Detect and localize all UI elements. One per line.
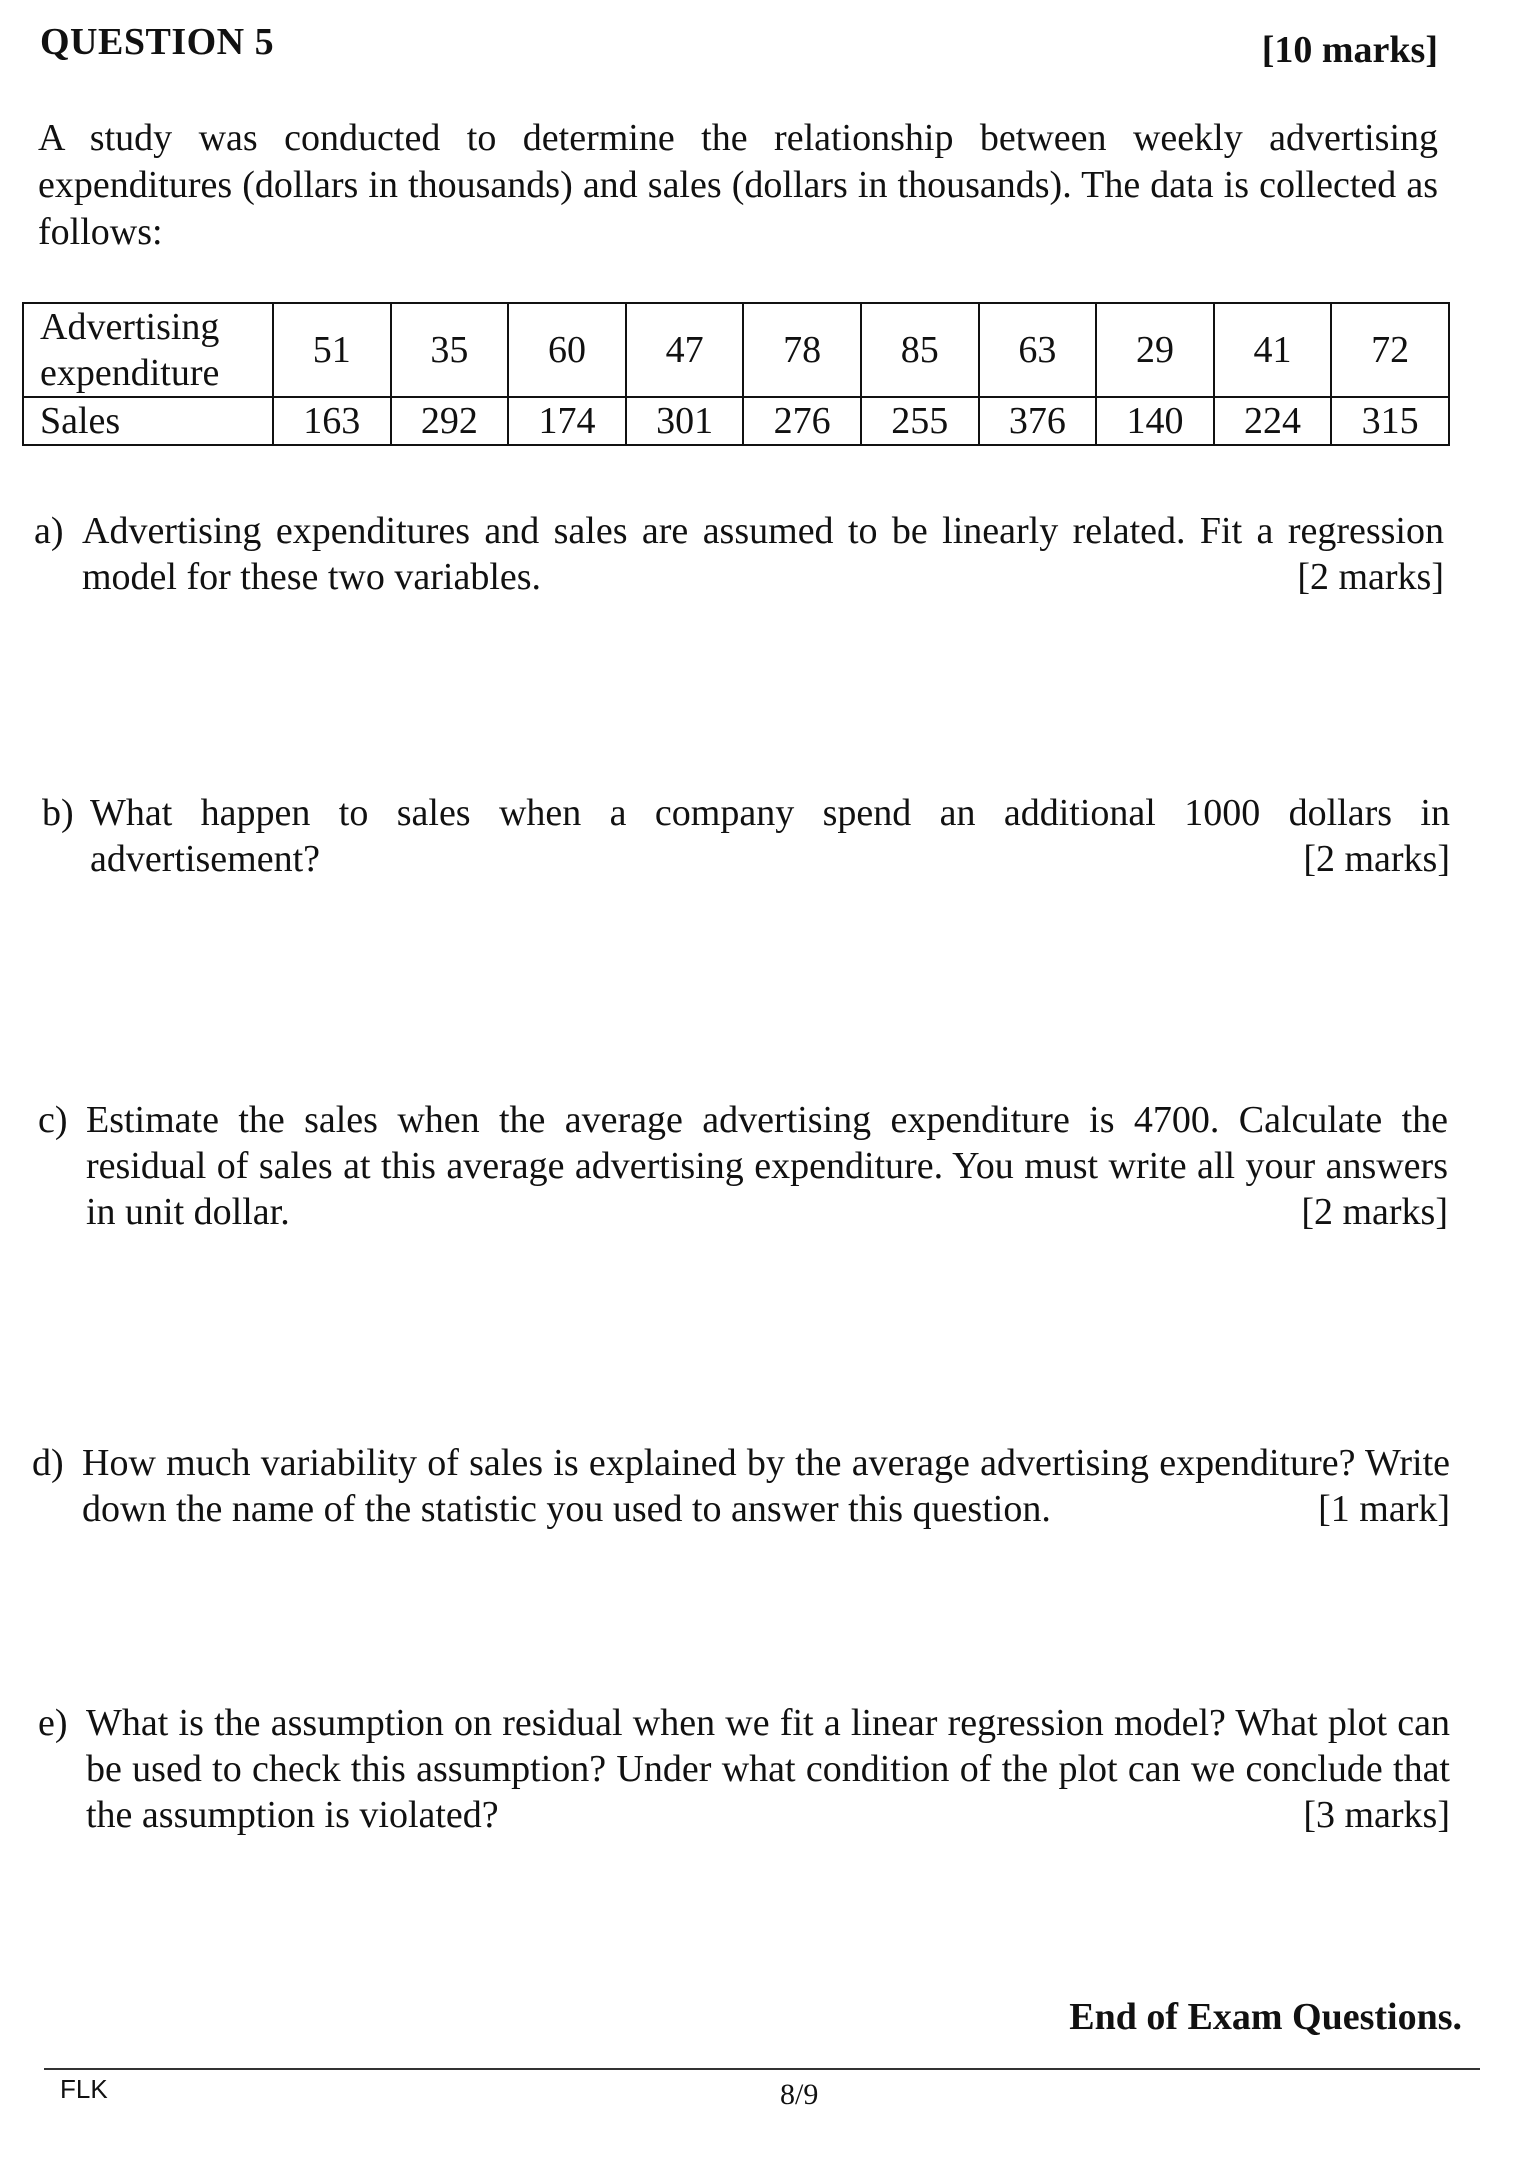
advertising-cell: 85 (861, 303, 979, 397)
advertising-cell: 35 (391, 303, 509, 397)
advertising-row (23, 303, 1449, 397)
part-c (38, 1097, 1448, 1235)
sales-row-label: Sales (23, 397, 273, 445)
sales-cell: 276 (743, 397, 861, 445)
page-number: 8/9 (780, 2078, 819, 2111)
part-b-text: What happen to sales when a company spend an additional 1000 dollars in advertisement? (90, 792, 1450, 880)
part-e (38, 1700, 1450, 1838)
part-c-text: Estimate the sales when the average advertising expenditure is 4700. Calculate the residual of sales at this average advertising expenditure. You must write all your answers in unit dollar. (86, 1099, 1448, 1233)
question-marks: [10 marks] (1261, 29, 1438, 71)
part-a-text: Advertising expenditures and sales are assumed to be linearly related. Fit a regression model for these two variables. (82, 510, 1444, 598)
intro-paragraph: A study was conducted to determine the relationship between weekly advertising expenditures (dollars in thousands) and sales (dollars in thousands). The data is collected as follows: (38, 117, 1438, 253)
sales-cell: 140 (1096, 397, 1214, 445)
part-d-marks: [1 mark] (1318, 1488, 1450, 1530)
part-a-marks: [2 marks] (1297, 556, 1444, 598)
advertising-cell: 29 (1096, 303, 1214, 397)
advertising-cell: 60 (508, 303, 626, 397)
part-a (34, 508, 1444, 600)
advertising-cell: 63 (979, 303, 1097, 397)
sales-cell: 174 (508, 397, 626, 445)
sales-cell: 315 (1331, 397, 1449, 445)
footer-rule (44, 2068, 1480, 2070)
sales-cell: 292 (391, 397, 509, 445)
part-c-label: c) (38, 1099, 68, 1141)
part-b-marks: [2 marks] (1303, 838, 1450, 880)
data-table (22, 302, 1450, 446)
part-b-label: b) (42, 792, 74, 834)
question-title: QUESTION 5 (40, 21, 275, 63)
part-c-marks: [2 marks] (1301, 1191, 1448, 1233)
footer-initials: FLK (60, 2074, 108, 2104)
part-a-label: a) (34, 510, 64, 552)
advertising-cell: 78 (743, 303, 861, 397)
part-e-label: e) (38, 1702, 68, 1744)
sales-cell: 224 (1214, 397, 1332, 445)
sales-cell: 376 (979, 397, 1097, 445)
part-b (42, 790, 1450, 882)
advertising-row-label: Advertising expenditure (23, 303, 273, 397)
sales-cell: 255 (861, 397, 979, 445)
part-d-text: How much variability of sales is explained by the average advertising expenditure? Write down the name of the statistic you used to answer this question. (82, 1442, 1450, 1530)
part-d (32, 1440, 1450, 1532)
part-e-marks: [3 marks] (1303, 1794, 1450, 1836)
end-of-exam: End of Exam Questions. (1069, 1996, 1462, 2038)
part-e-text: What is the assumption on residual when we fit a linear regression model? What plot can be used to check this assumption? Under what condition of the plot can we conclude that the assumption is violated? (86, 1702, 1450, 1836)
sales-cell: 301 (626, 397, 744, 445)
part-d-label: d) (32, 1442, 64, 1484)
advertising-cell: 47 (626, 303, 744, 397)
advertising-cell: 51 (273, 303, 391, 397)
sales-row (23, 397, 1449, 445)
advertising-cell: 41 (1214, 303, 1332, 397)
advertising-cell: 72 (1331, 303, 1449, 397)
sales-cell: 163 (273, 397, 391, 445)
